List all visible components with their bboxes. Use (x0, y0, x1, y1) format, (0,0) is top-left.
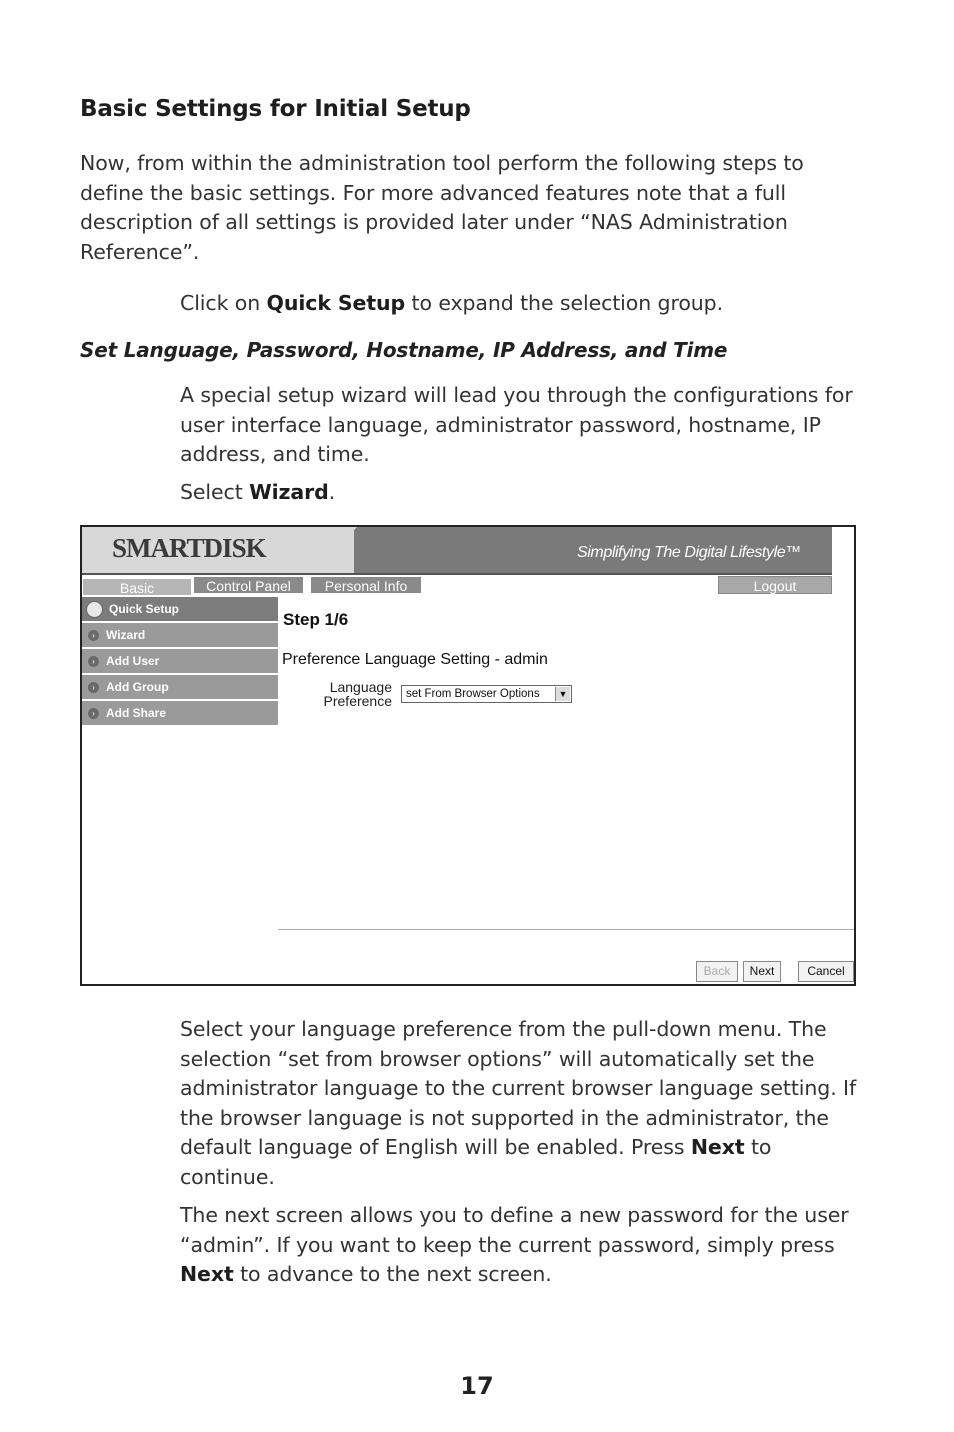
language-preference-label (308, 680, 392, 708)
quick-setup-instruction (180, 289, 880, 319)
section-title: Preference Language Setting - admin (282, 651, 548, 668)
nav-add-share[interactable] (82, 701, 278, 726)
nav-label: Quick Setup (109, 602, 180, 616)
select-value: set From Browser Options (406, 688, 540, 700)
admin-screenshot (80, 525, 856, 986)
label-line: Language (329, 679, 392, 695)
tab-basic[interactable]: Basic (82, 578, 192, 596)
banner-divider (312, 527, 357, 573)
paragraph-text: to advance to the next screen. (233, 1262, 552, 1286)
nav-label: Add Share (106, 706, 167, 720)
banner-strip (82, 573, 832, 575)
next-term: Next (690, 1135, 745, 1159)
quick-setup-term: Quick Setup (266, 291, 406, 315)
quick-setup-icon (86, 601, 103, 618)
instruction-text: to expand the selection group. (405, 291, 723, 315)
instruction-text: Select (180, 480, 250, 504)
footer-divider (278, 929, 854, 930)
logout-button[interactable]: Logout (718, 576, 832, 594)
back-button[interactable]: Back (696, 961, 738, 982)
chevron-right-icon: › (88, 630, 99, 641)
next-term: Next (180, 1262, 234, 1286)
wizard-term: Wizard (249, 480, 329, 504)
section-subheading: Set Language, Password, Hostname, IP Address, and Time (80, 338, 728, 362)
tab-personal-info[interactable]: Personal Info (310, 576, 422, 594)
nav-add-group[interactable] (82, 675, 278, 700)
nav-wizard[interactable] (82, 623, 278, 648)
language-paragraph (180, 1015, 860, 1192)
label-line: Preference (323, 693, 392, 709)
smartdisk-logo: SMARTDISK (112, 533, 266, 563)
nav-label: Wizard (106, 628, 146, 642)
language-select[interactable] (401, 685, 572, 703)
nav-label: Add Group (106, 680, 169, 694)
instruction-text: Click on (180, 291, 267, 315)
next-button[interactable]: Next (743, 961, 781, 982)
page-number: 17 (460, 1372, 494, 1400)
chevron-right-icon: › (88, 682, 99, 693)
tagline: Simplifying The Digital Lifestyle™ (577, 544, 801, 561)
password-paragraph (180, 1201, 870, 1290)
chevron-right-icon: › (88, 708, 99, 719)
nav-add-user[interactable] (82, 649, 278, 674)
cancel-button[interactable]: Cancel (798, 961, 854, 982)
tab-control-panel[interactable]: Control Panel (193, 576, 304, 594)
paragraph-text: Select your language preference from the pull-down menu. The selection “set from browser options” will automatically set the administrator language to the current browser language setting. If the browser language is not supported in the administrator, the default language of English will be enabled. Press (180, 1017, 857, 1159)
intro-paragraph: Now, from within the administration tool perform the following steps to define the basic settings. For more advanced features note that a full description of all settings is provided later under “NAS Administration Reference”. (80, 151, 804, 264)
page-heading: Basic Settings for Initial Setup (80, 96, 471, 122)
paragraph-text: The next screen allows you to define a new password for the user “admin”. If you want to keep the current password, simply press (180, 1203, 849, 1257)
chevron-right-icon: › (88, 656, 99, 667)
select-wizard-instruction (180, 478, 870, 508)
nav-quick-setup[interactable] (82, 597, 278, 622)
wizard-paragraph: A special setup wizard will lead you through the configurations for user interface language, administrator password, hostname, IP address, and time. (180, 383, 853, 466)
step-indicator: Step 1/6 (283, 610, 349, 629)
nav-label: Add User (106, 654, 160, 668)
instruction-text: . (328, 480, 336, 504)
chevron-down-icon[interactable]: ▼ (555, 687, 570, 701)
paragraph-text: to continue. (180, 1135, 772, 1189)
